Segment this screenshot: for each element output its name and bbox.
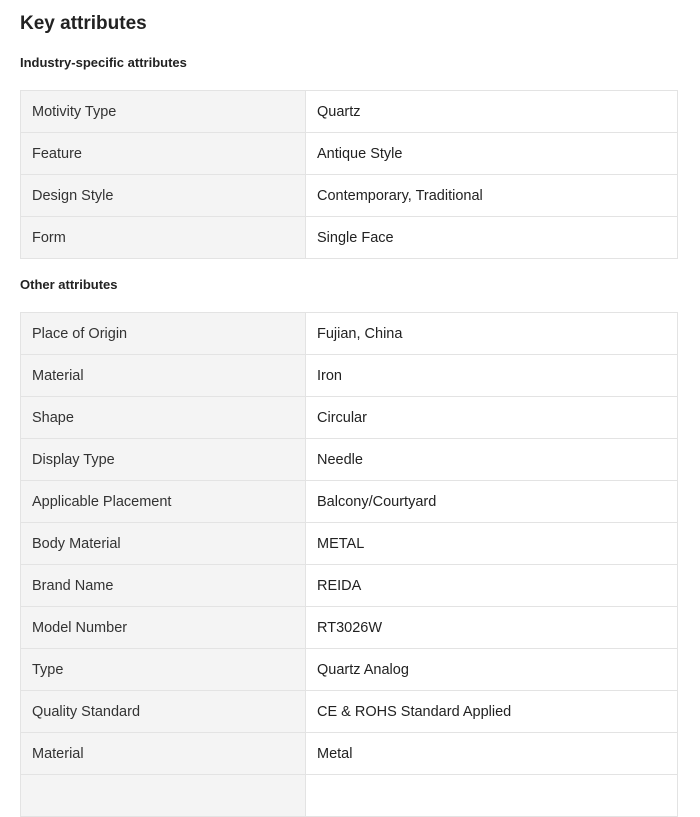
other-attributes-table [20, 312, 678, 817]
other-attributes-heading: Other attributes [20, 277, 118, 292]
attribute-key: Applicable Placement [21, 481, 306, 523]
attribute-value: Circular [306, 397, 678, 439]
attribute-key: Display Type [21, 439, 306, 481]
attribute-value: Single Face [306, 217, 678, 259]
table-row [21, 481, 678, 523]
attribute-value [306, 775, 678, 817]
table-row [21, 355, 678, 397]
attribute-key: Body Material [21, 523, 306, 565]
table-row [21, 91, 678, 133]
attribute-key: Material [21, 733, 306, 775]
attribute-key: Brand Name [21, 565, 306, 607]
attribute-key: Shape [21, 397, 306, 439]
table-row [21, 775, 678, 817]
attribute-value: Contemporary, Traditional [306, 175, 678, 217]
attribute-value: Quartz [306, 91, 678, 133]
attribute-value: Antique Style [306, 133, 678, 175]
industry-attributes-heading: Industry-specific attributes [20, 55, 187, 70]
attribute-value: REIDA [306, 565, 678, 607]
table-row [21, 175, 678, 217]
industry-attributes-table [20, 90, 678, 259]
page-title: Key attributes [20, 13, 147, 34]
attribute-value: METAL [306, 523, 678, 565]
attribute-value: Metal [306, 733, 678, 775]
table-row [21, 607, 678, 649]
table-row [21, 439, 678, 481]
attribute-value: Fujian, China [306, 313, 678, 355]
attribute-key: Model Number [21, 607, 306, 649]
attribute-value: Needle [306, 439, 678, 481]
table-row [21, 217, 678, 259]
table-row [21, 691, 678, 733]
attribute-key: Design Style [21, 175, 306, 217]
table-row [21, 133, 678, 175]
table-row [21, 565, 678, 607]
attribute-key: Material [21, 355, 306, 397]
attribute-key: Feature [21, 133, 306, 175]
attribute-key: Quality Standard [21, 691, 306, 733]
attribute-key: Type [21, 649, 306, 691]
attribute-value: Iron [306, 355, 678, 397]
table-row [21, 313, 678, 355]
table-row [21, 397, 678, 439]
attribute-value: CE & ROHS Standard Applied [306, 691, 678, 733]
attribute-key [21, 775, 306, 817]
table-row [21, 649, 678, 691]
attribute-value: Quartz Analog [306, 649, 678, 691]
attribute-value: Balcony/Courtyard [306, 481, 678, 523]
attribute-key: Place of Origin [21, 313, 306, 355]
attribute-key: Motivity Type [21, 91, 306, 133]
attribute-value: RT3026W [306, 607, 678, 649]
table-row [21, 733, 678, 775]
attribute-key: Form [21, 217, 306, 259]
table-row [21, 523, 678, 565]
